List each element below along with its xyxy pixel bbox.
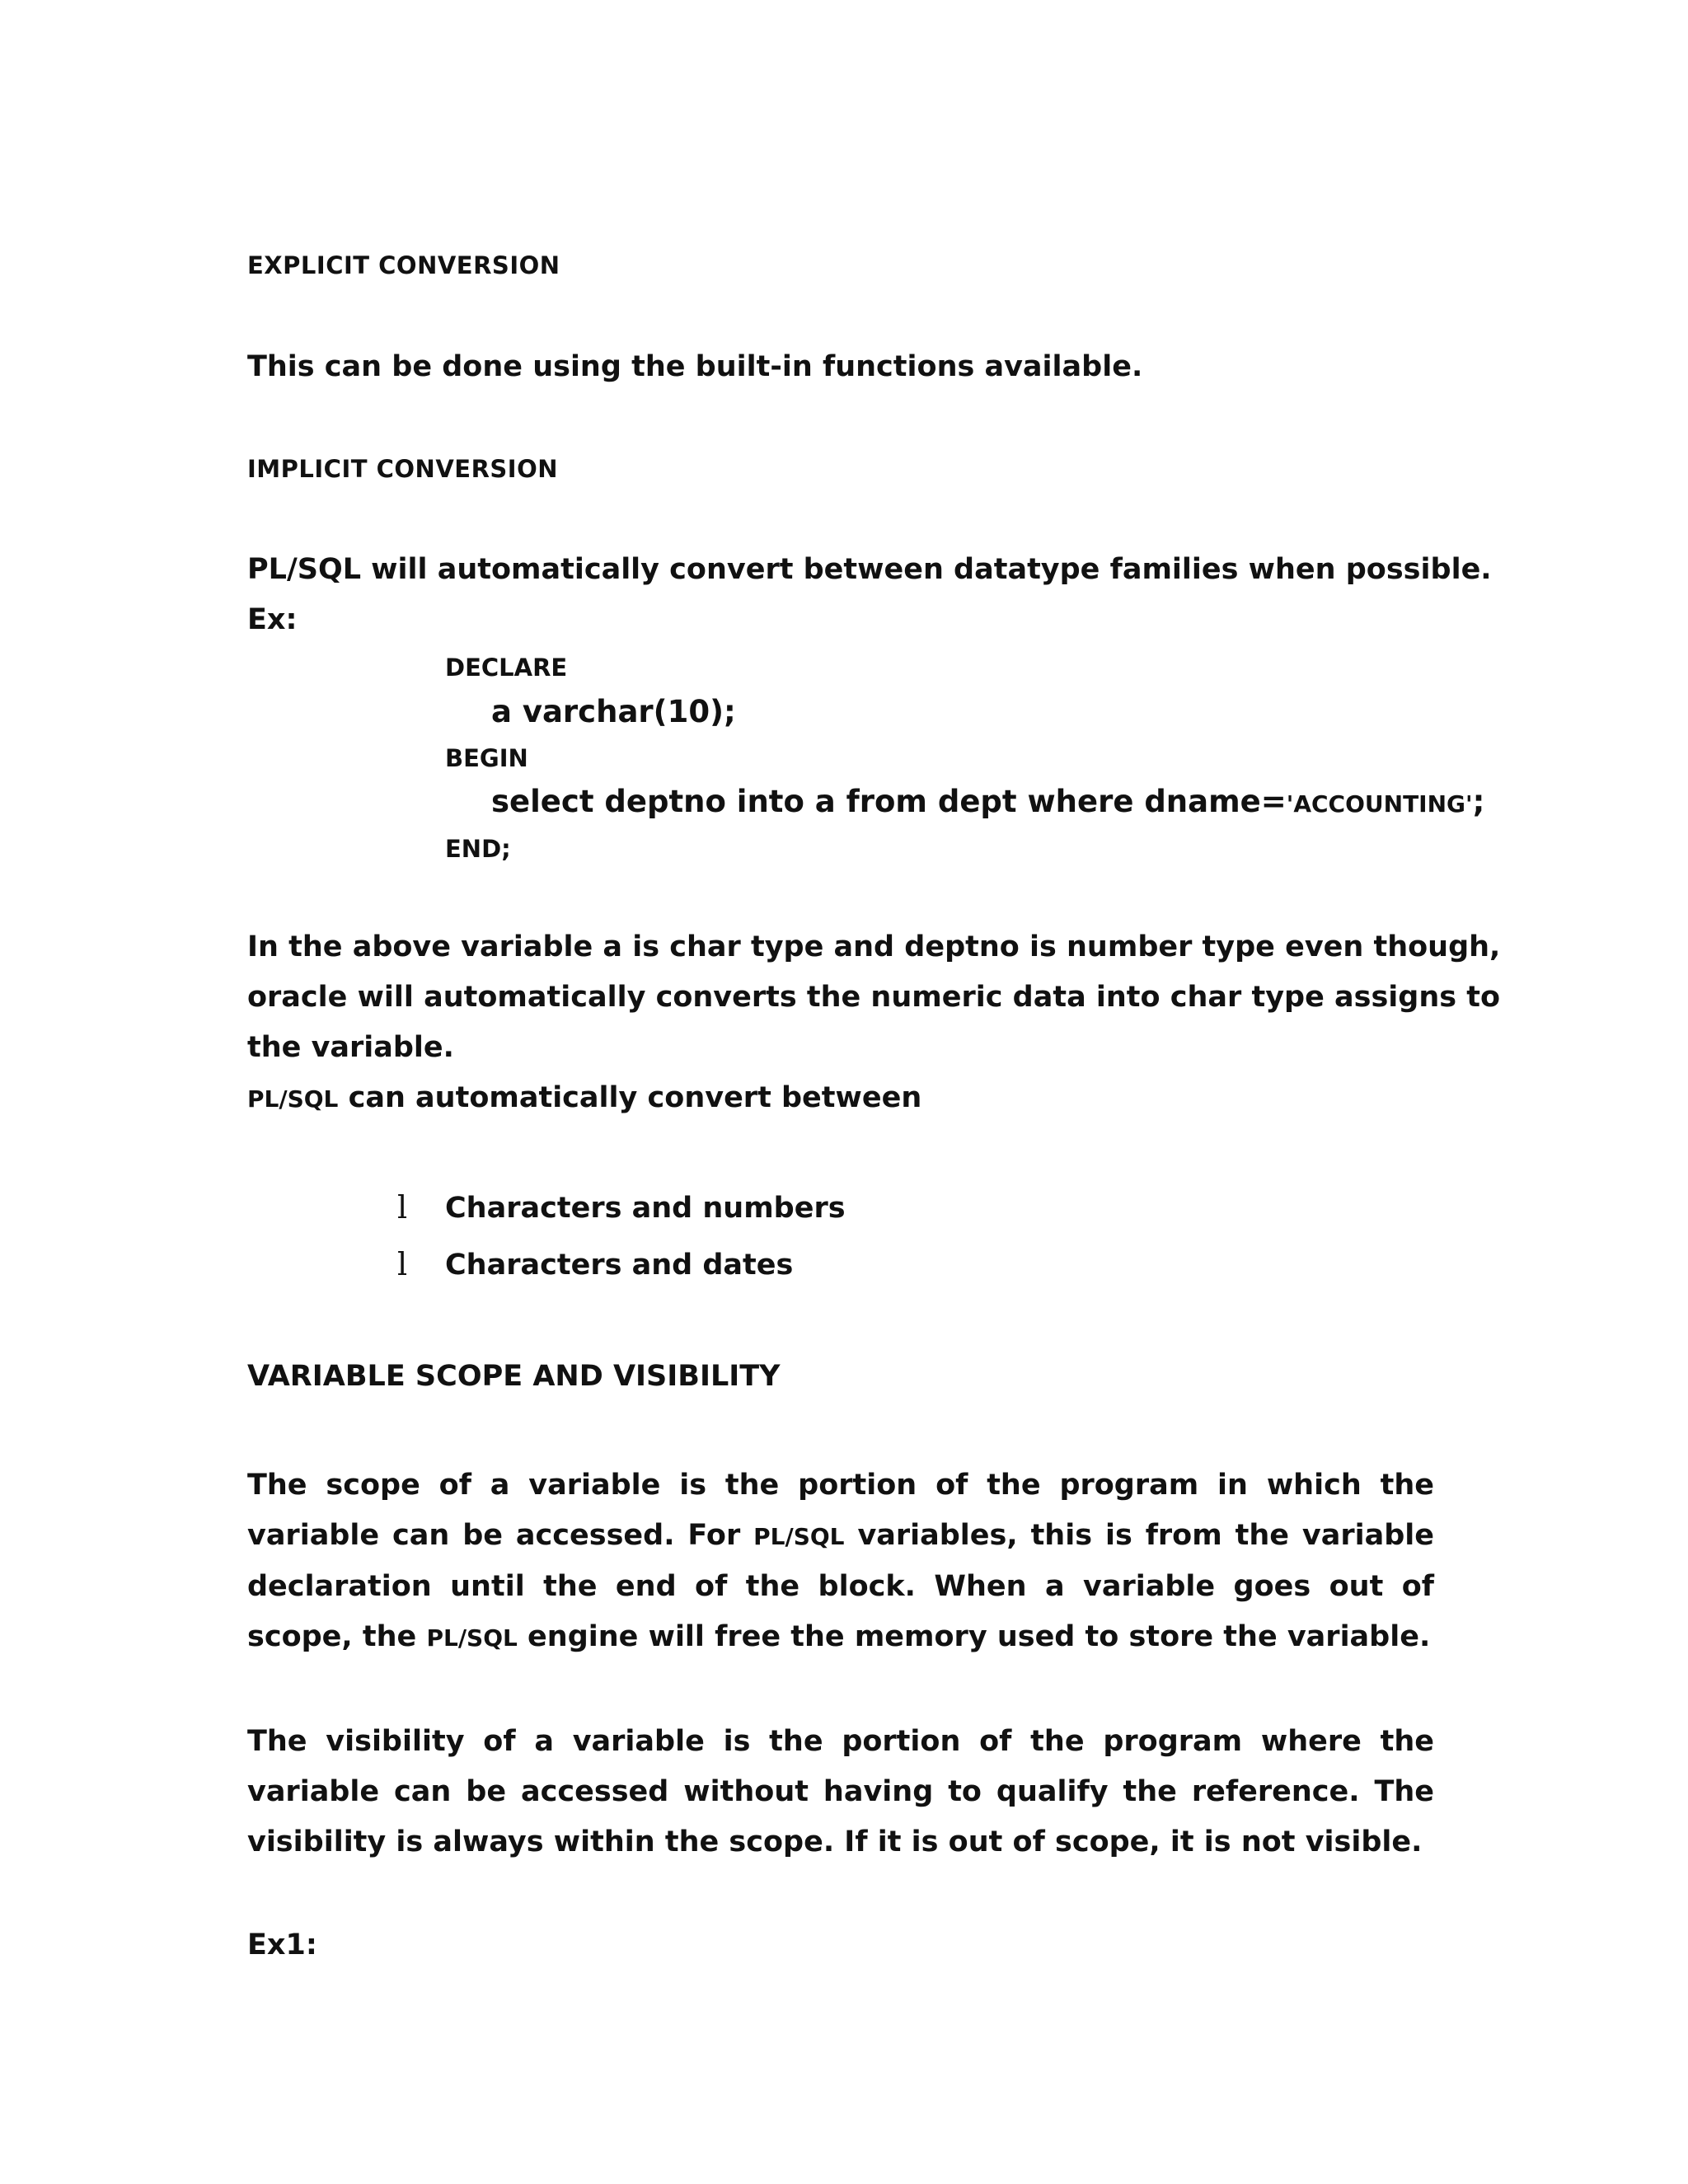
explanation-line-2: oracle will automatically converts the numeric data into char type assigns to (247, 981, 1501, 1014)
code-string-literal: 'ACCOUNTING' (1286, 790, 1473, 818)
code-line-select (491, 784, 1484, 819)
convert-intro (247, 1081, 921, 1114)
heading-explicit-conversion: EXPLICIT CONVERSION (247, 251, 560, 279)
scope-text-1: The scope of a variable is the portion of the program in which the variable can be accessed. For (247, 1469, 1434, 1552)
example-label: Ex: (247, 603, 298, 636)
list-item: Characters and dates (445, 1249, 794, 1282)
plsql-abbreviation: PL/SQL (753, 1523, 845, 1550)
code-end: END; (445, 835, 511, 863)
implicit-conversion-text: PL/SQL will automatically convert between datatype families when possible. (247, 553, 1492, 586)
explanation-line-1: In the above variable a is char type and deptno is number type even though, (247, 930, 1501, 963)
scope-text-2: variables, this is from the variable declaration until the end of the block. When a variable goes out of scope, the (247, 1519, 1434, 1653)
convert-intro-text: can automatically convert between (338, 1081, 922, 1114)
explanation-line-3: the variable. (247, 1031, 454, 1064)
heading-implicit-conversion: IMPLICIT CONVERSION (247, 455, 559, 483)
explicit-conversion-text: This can be done using the built-in functions available. (247, 350, 1143, 383)
code-select-text: select deptno into a from dept where dname= (491, 784, 1287, 819)
code-semicolon: ; (1472, 784, 1485, 819)
code-line-declaration: a varchar(10); (491, 694, 736, 729)
plsql-abbreviation: PL/SQL (247, 1085, 339, 1113)
heading-variable-scope: VARIABLE SCOPE AND VISIBILITY (247, 1360, 781, 1393)
scope-paragraph (247, 1460, 1434, 1663)
list-item: Characters and numbers (445, 1192, 846, 1225)
plsql-abbreviation: PL/SQL (426, 1624, 518, 1652)
list-bullet: l (397, 1246, 408, 1282)
list-bullet: l (397, 1189, 408, 1226)
scope-text-3: engine will free the memory used to store the variable. (517, 1620, 1431, 1653)
example1-label: Ex1: (247, 1929, 317, 1961)
code-begin: BEGIN (445, 744, 528, 772)
visibility-paragraph: The visibility of a variable is the portion of the program where the variable can be accessed without having to qualify the reference. The visibility is always within the scope. If it is out of scope, it is not visible. (247, 1725, 1434, 1858)
code-declare: DECLARE (445, 654, 568, 682)
